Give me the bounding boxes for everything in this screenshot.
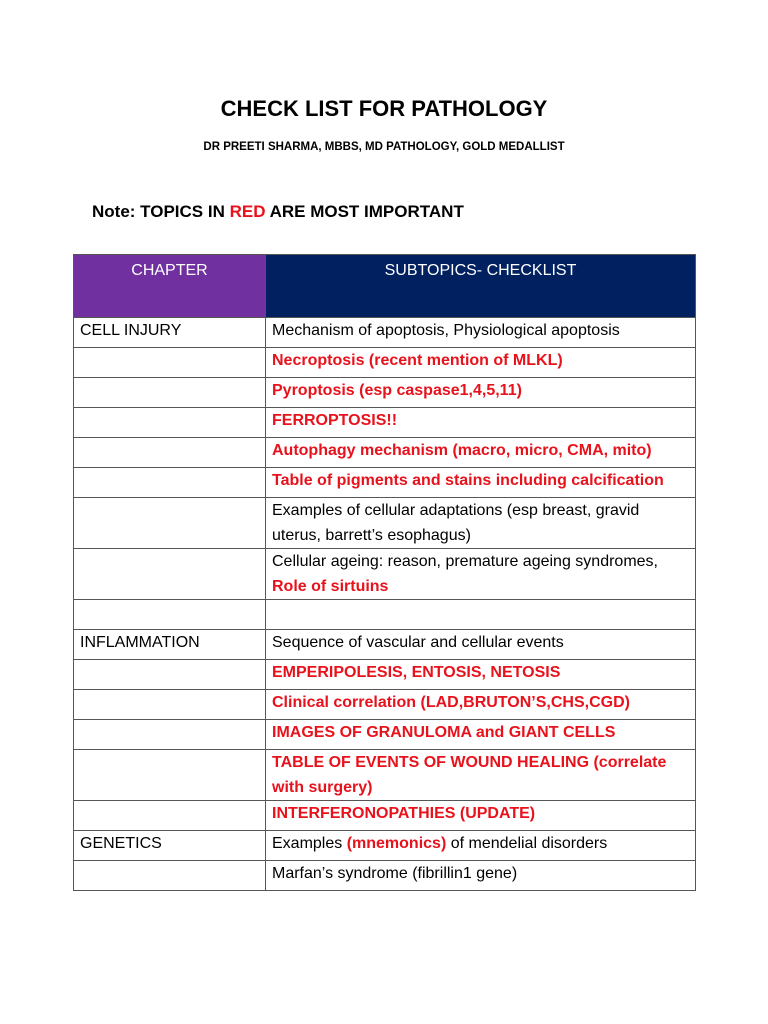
table-row	[74, 438, 696, 468]
note-suffix: ARE MOST IMPORTANT	[265, 202, 464, 221]
chapter-cell	[74, 438, 266, 468]
subtopic-text: Cellular ageing: reason, premature ageing syndromes,	[272, 553, 658, 570]
subtopic-cell	[266, 549, 696, 600]
table-row	[74, 498, 696, 549]
table-header-row	[74, 255, 696, 318]
subtopic-cell	[266, 600, 696, 630]
subtopic-cell: Mechanism of apoptosis, Physiological apoptosis	[266, 318, 696, 348]
header-subtopics: SUBTOPICS- CHECKLIST	[266, 255, 696, 318]
subtopic-cell: INTERFERONOPATHIES (UPDATE)	[266, 801, 696, 831]
chapter-cell	[74, 690, 266, 720]
table-row	[74, 690, 696, 720]
subtopic-cell: Marfan’s syndrome (fibrillin1 gene)	[266, 861, 696, 891]
chapter-cell	[74, 720, 266, 750]
subtopic-cell: Pyroptosis (esp caspase1,4,5,11)	[266, 378, 696, 408]
subtopic-cell: Clinical correlation (LAD,BRUTON’S,CHS,CGD)	[266, 690, 696, 720]
subtopic-cell: Necroptosis (recent mention of MLKL)	[266, 348, 696, 378]
subtopic-cell: TABLE OF EVENTS OF WOUND HEALING (correlate with surgery)	[266, 750, 696, 801]
table-row	[74, 801, 696, 831]
checklist-table	[73, 254, 696, 891]
table-row	[74, 660, 696, 690]
chapter-cell	[74, 498, 266, 549]
subtopic-highlight: Role of sirtuins	[272, 578, 389, 595]
subtopic-text: of mendelial disorders	[446, 835, 608, 852]
table-row	[74, 831, 696, 861]
table-row	[74, 468, 696, 498]
table-row	[74, 408, 696, 438]
subtopic-highlight: (mnemonics)	[346, 835, 447, 852]
table-row	[74, 720, 696, 750]
chapter-cell	[74, 549, 266, 600]
author-line: DR PREETI SHARMA, MBBS, MD PATHOLOGY, GOLD MEDALLIST	[203, 141, 565, 153]
chapter-cell	[74, 801, 266, 831]
chapter-cell: INFLAMMATION	[74, 630, 266, 660]
subtopic-text: Examples	[272, 835, 347, 852]
chapter-cell	[74, 408, 266, 438]
chapter-cell	[74, 468, 266, 498]
chapter-cell	[74, 348, 266, 378]
table-row	[74, 600, 696, 630]
chapter-cell	[74, 378, 266, 408]
table-row	[74, 750, 696, 801]
table-row	[74, 318, 696, 348]
subtopic-cell: Examples of cellular adaptations (esp breast, gravid uterus, barrett’s esophagus)	[266, 498, 696, 549]
table-row	[74, 348, 696, 378]
chapter-cell: GENETICS	[74, 831, 266, 861]
note	[92, 201, 464, 223]
chapter-cell	[74, 861, 266, 891]
subtopic-cell	[266, 831, 696, 861]
subtopic-cell: IMAGES OF GRANULOMA and GIANT CELLS	[266, 720, 696, 750]
chapter-cell	[74, 660, 266, 690]
chapter-cell: CELL INJURY	[74, 318, 266, 348]
chapter-cell	[74, 600, 266, 630]
subtopic-cell: EMPERIPOLESIS, ENTOSIS, NETOSIS	[266, 660, 696, 690]
subtopic-cell: Table of pigments and stains including calcification	[266, 468, 696, 498]
table-row	[74, 378, 696, 408]
subtopic-cell: Autophagy mechanism (macro, micro, CMA, mito)	[266, 438, 696, 468]
header-chapter: CHAPTER	[74, 255, 266, 318]
note-prefix: Note: TOPICS IN	[92, 202, 230, 221]
page-title: CHECK LIST FOR PATHOLOGY	[220, 96, 548, 121]
note-highlight: RED	[229, 202, 266, 221]
table-row	[74, 861, 696, 891]
table-row	[74, 549, 696, 600]
subtopic-cell: Sequence of vascular and cellular events	[266, 630, 696, 660]
chapter-cell	[74, 750, 266, 801]
subtopic-cell: FERROPTOSIS!!	[266, 408, 696, 438]
table-row	[74, 630, 696, 660]
